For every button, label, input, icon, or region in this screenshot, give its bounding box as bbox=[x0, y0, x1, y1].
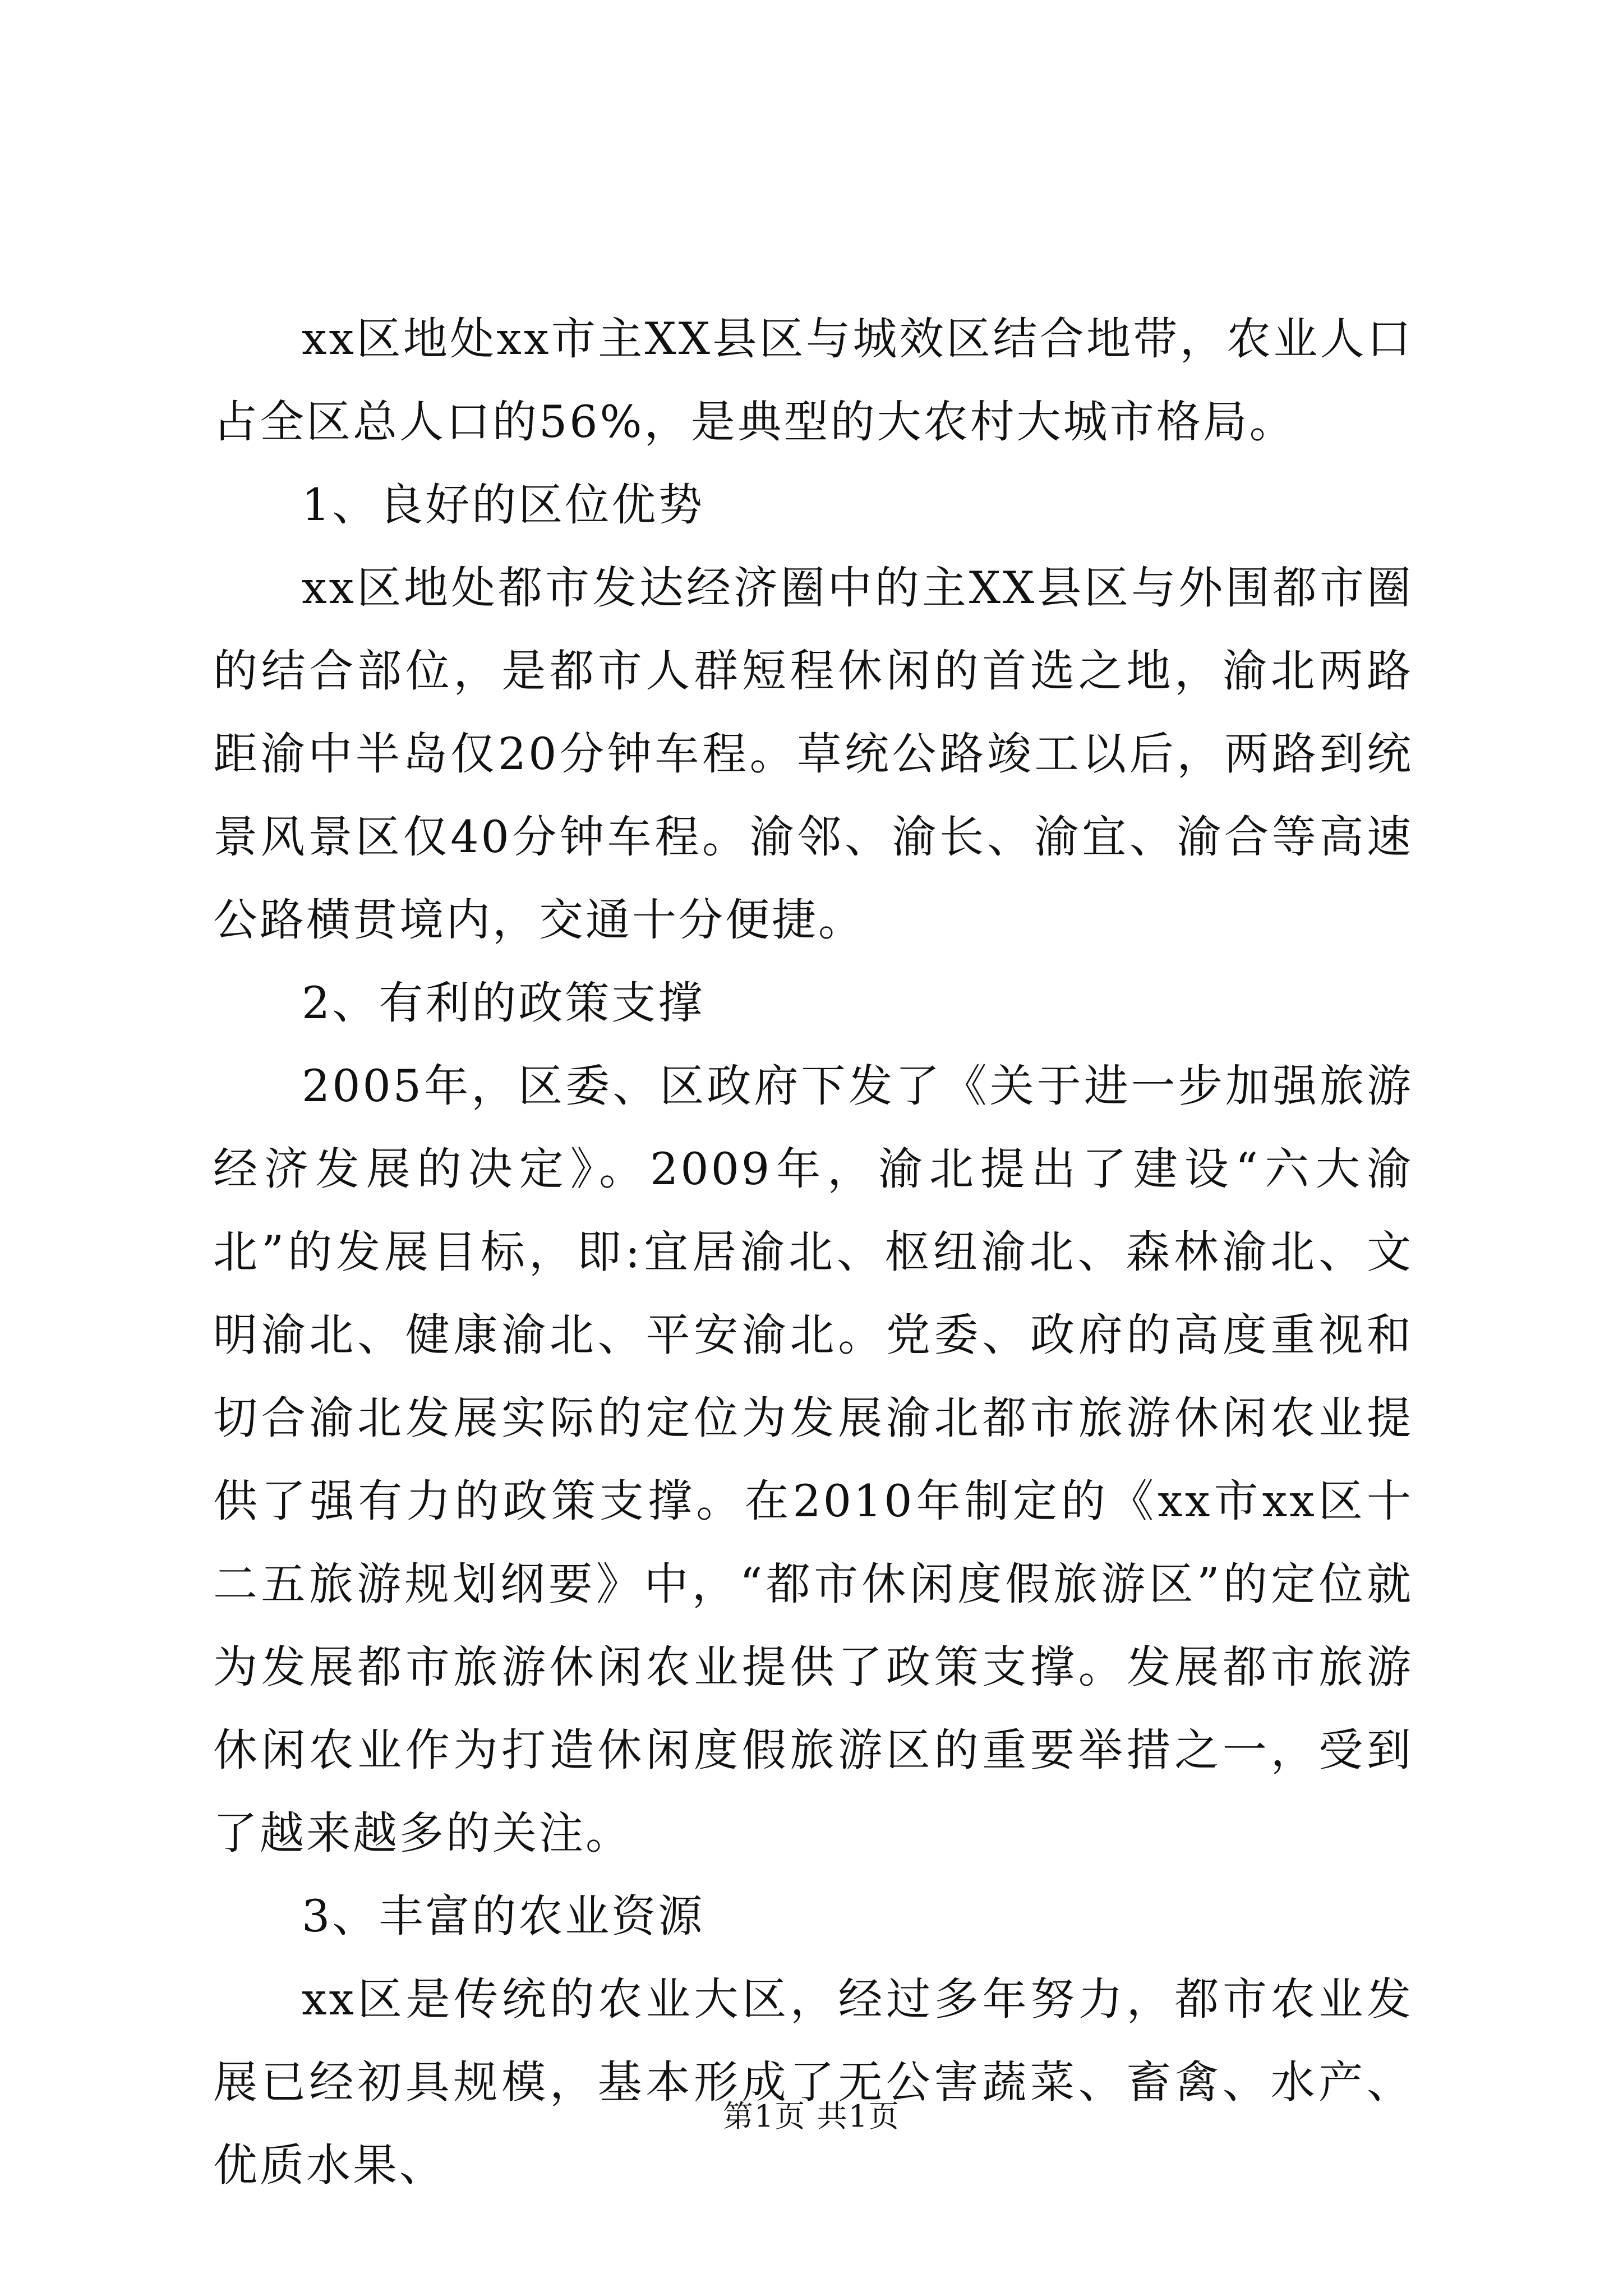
page-number-footer: 第1页 共1页 bbox=[723, 2099, 900, 2134]
paragraph-resources: xx区是传统的农业大区，经过多年努力，都市农业发展已经初具规模，基本形成了无公害蔬菜、畜禽、水产、优质水果、 bbox=[213, 1973, 1413, 2191]
heading-location-advantage: 1、良好的区位优势 bbox=[302, 479, 705, 531]
heading-agricultural-resources: 3、丰富的农业资源 bbox=[302, 1890, 705, 1942]
paragraph-location: xx区地处都市发达经济圈中的主XX县区与外围都市圈的结合部位，是都市人群短程休闲的首选之地，渝北两路距渝中半岛仅20分钟车程。草统公路竣工以后，两路到统景风景区仅40分钟车程。渝邻、渝长、渝宜、渝合等高速公路横贯境内，交通十分便捷。 bbox=[213, 562, 1413, 946]
heading-policy-support: 2、有利的政策支撑 bbox=[302, 977, 705, 1029]
document-body bbox=[213, 297, 1413, 2207]
paragraph-intro: xx区地处xx市主XX县区与城效区结合地带，农业人口占全区总人口的56%，是典型的大农村大城市格局。 bbox=[213, 313, 1413, 448]
paragraph-policy: 2005年，区委、区政府下发了《关于进一步加强旅游经济发展的决定》。2009年，渝北提出了建设“六大渝北”的发展目标，即:宜居渝北、枢纽渝北、森林渝北、文明渝北、健康渝北、平安渝北。党委、政府的高度重视和切合渝北发展实际的定位为发展渝北都市旅游休闲农业提供了强有力的政策支撑。在2010年制定的《xx市xx区十二五旅游规划纲要》中，“都市休闲度假旅游区”的定位就为发展都市旅游休闲农业提供了政策支撑。发展都市旅游休闲农业作为打造休闲度假旅游区的重要举措之一，受到了越来越多的关注。 bbox=[213, 1060, 1413, 1859]
